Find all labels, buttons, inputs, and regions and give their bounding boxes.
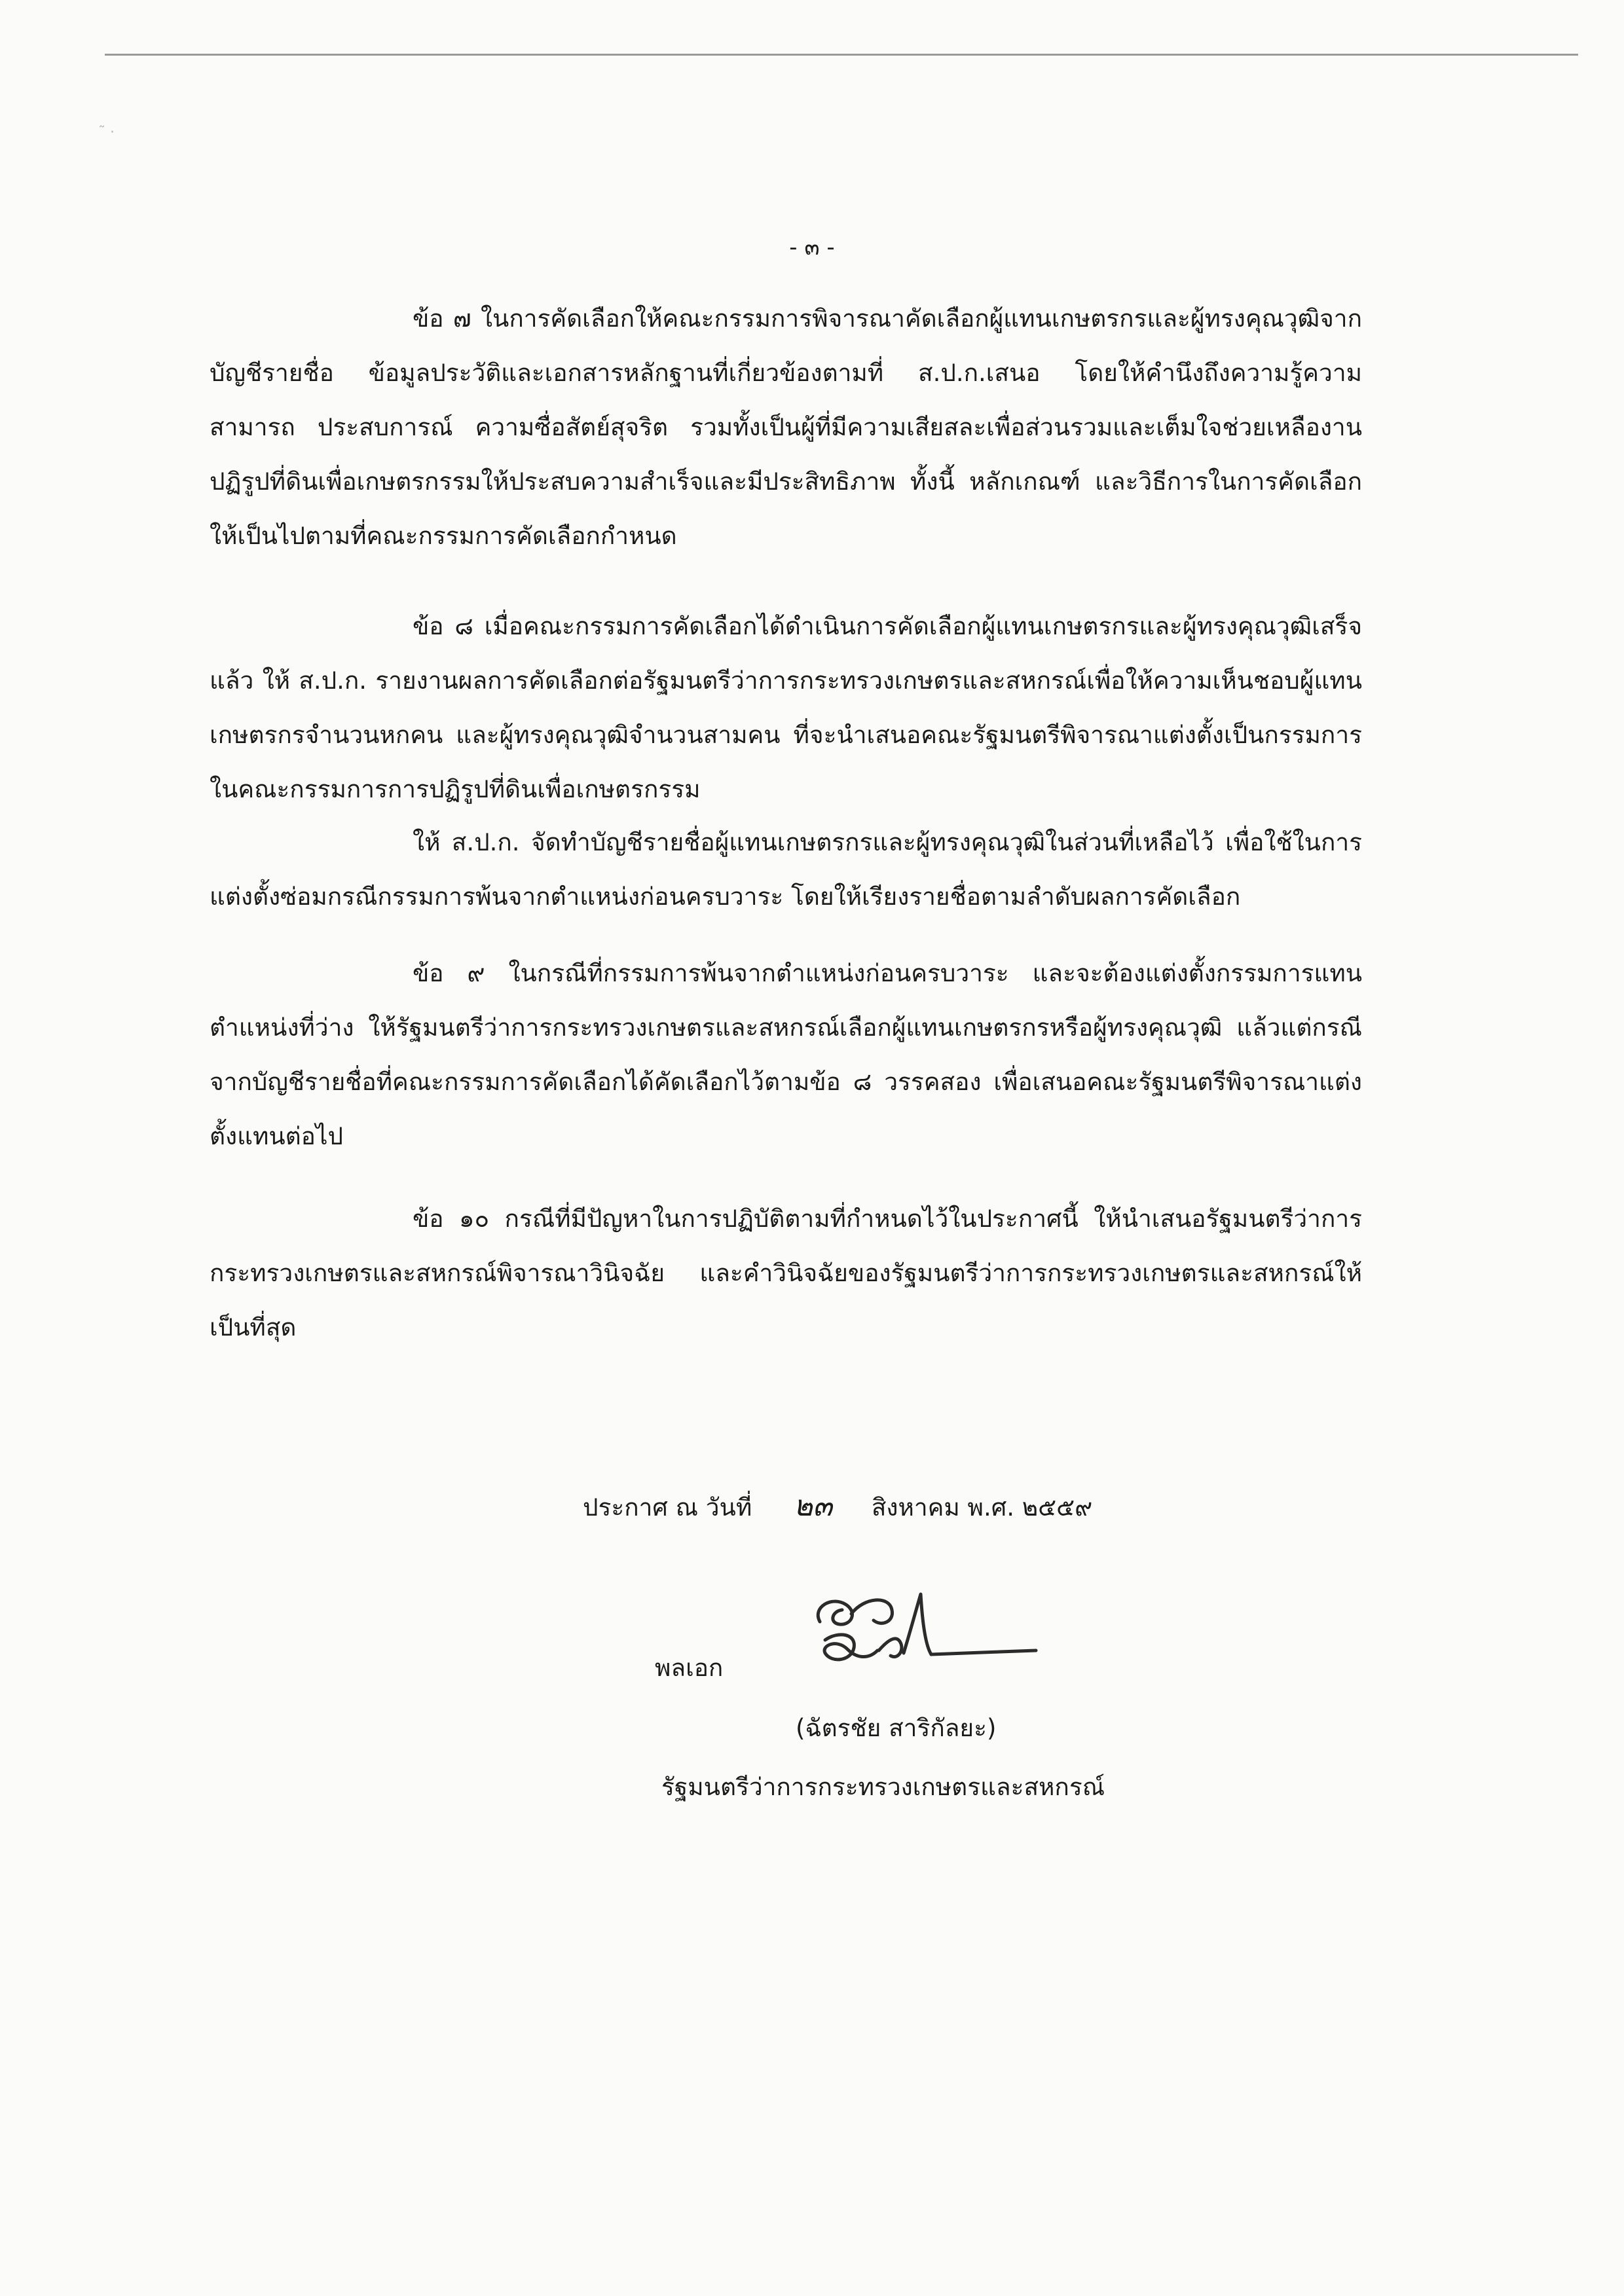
- page-number: - ๓ -: [789, 234, 835, 261]
- announcement-prefix: ประกาศ ณ วันที่: [583, 1493, 752, 1522]
- signature-icon: [805, 1588, 1041, 1686]
- clause-7: ข้อ ๗ ในการคัดเลือกให้คณะกรรมการพิจารณาคัดเลือกผู้แทนเกษตรกรและผู้ทรงคุณวุฒิจากบัญชีรายชื่อ ข้อมูลประวัติและเอกสารหลักฐานที่เกี่ยวข้องตามที่ ส.ป.ก.เสนอ โดยให้คำนึงถึงความรู้ความสามารถ ประสบการณ์ ความซื่อสัตย์สุจริต รวมทั้งเป็นผู้ที่มีความเสียสละเพื่อส่วนรวมและเต็มใจช่วยเหลืองานปฏิรูปที่ดินเพื่อเกษตรกรรมให้ประสบความสำเร็จและมีประสิทธิภาพ ทั้งนี้ หลักเกณฑ์ และวิธีการในการคัดเลือกให้เป็นไปตามที่คณะกรรมการคัดเลือกกำหนด: [210, 304, 1362, 550]
- clause-8-paragraph-2: ให้ ส.ป.ก. จัดทำบัญชีรายชื่อผู้แทนเกษตรกรและผู้ทรงคุณวุฒิในส่วนที่เหลือไว้ เพื่อใช้ในการแต่งตั้งซ่อมกรณีกรรมการพ้นจากตำแหน่งก่อนครบวาระ โดยให้เรียงรายชื่อตามลำดับผลการคัดเลือก: [210, 828, 1362, 911]
- signer-name: (ฉัตรชัย สาริกัลยะ): [796, 1714, 997, 1742]
- announcement-date: [583, 1483, 1092, 1529]
- announcement-month-year: สิงหาคม พ.ศ. ๒๕๕๙: [871, 1493, 1093, 1522]
- clause-8: ข้อ ๘ เมื่อคณะกรรมการคัดเลือกได้ดำเนินการคัดเลือกผู้แทนเกษตรกรและผู้ทรงคุณวุฒิเสร็จแล้ว ให้ ส.ป.ก. รายงานผลการคัดเลือกต่อรัฐมนตรีว่าการกระทรวงเกษตรและสหกรณ์เพื่อให้ความเห็นชอบผู้แทนเกษตรกรจำนวนหกคน และผู้ทรงคุณวุฒิจำนวนสามคน ที่จะนำเสนอคณะรัฐมนตรีพิจารณาแต่งตั้งเป็นกรรมการในคณะกรรมการการปฏิรูปที่ดินเพื่อเกษตรกรรม: [210, 612, 1362, 803]
- signer-rank: พลเอก: [655, 1654, 724, 1682]
- signer-position: รัฐมนตรีว่าการกระทรวงเกษตรและสหกรณ์: [661, 1773, 1105, 1801]
- scan-edge-rule: [105, 54, 1578, 56]
- scan-speck: ˜ ·: [98, 124, 115, 141]
- clause-9: ข้อ ๙ ในกรณีที่กรรมการพ้นจากตำแหน่งก่อนครบวาระ และจะต้องแต่งตั้งกรรมการแทนตำแหน่งที่ว่าง ให้รัฐมนตรีว่าการกระทรวงเกษตรและสหกรณ์เลือกผู้แทนเกษตรกรหรือผู้ทรงคุณวุฒิ แล้วแต่กรณีจากบัญชีรายชื่อที่คณะกรรมการคัดเลือกได้คัดเลือกไว้ตามข้อ ๘ วรรคสอง เพื่อเสนอคณะรัฐมนตรีพิจารณาแต่งตั้งแทนต่อไป: [210, 959, 1362, 1150]
- clause-10: ข้อ ๑๐ กรณีที่มีปัญหาในการปฏิบัติตามที่กำหนดไว้ในประกาศนี้ ให้นำเสนอรัฐมนตรีว่าการกระทรวงเกษตรและสหกรณ์พิจารณาวินิจฉัย และคำวินิจฉัยของรัฐมนตรีว่าการกระทรวงเกษตรและสหกรณ์ให้เป็นที่สุด: [210, 1205, 1362, 1341]
- announcement-day: ๒๓: [793, 1489, 833, 1523]
